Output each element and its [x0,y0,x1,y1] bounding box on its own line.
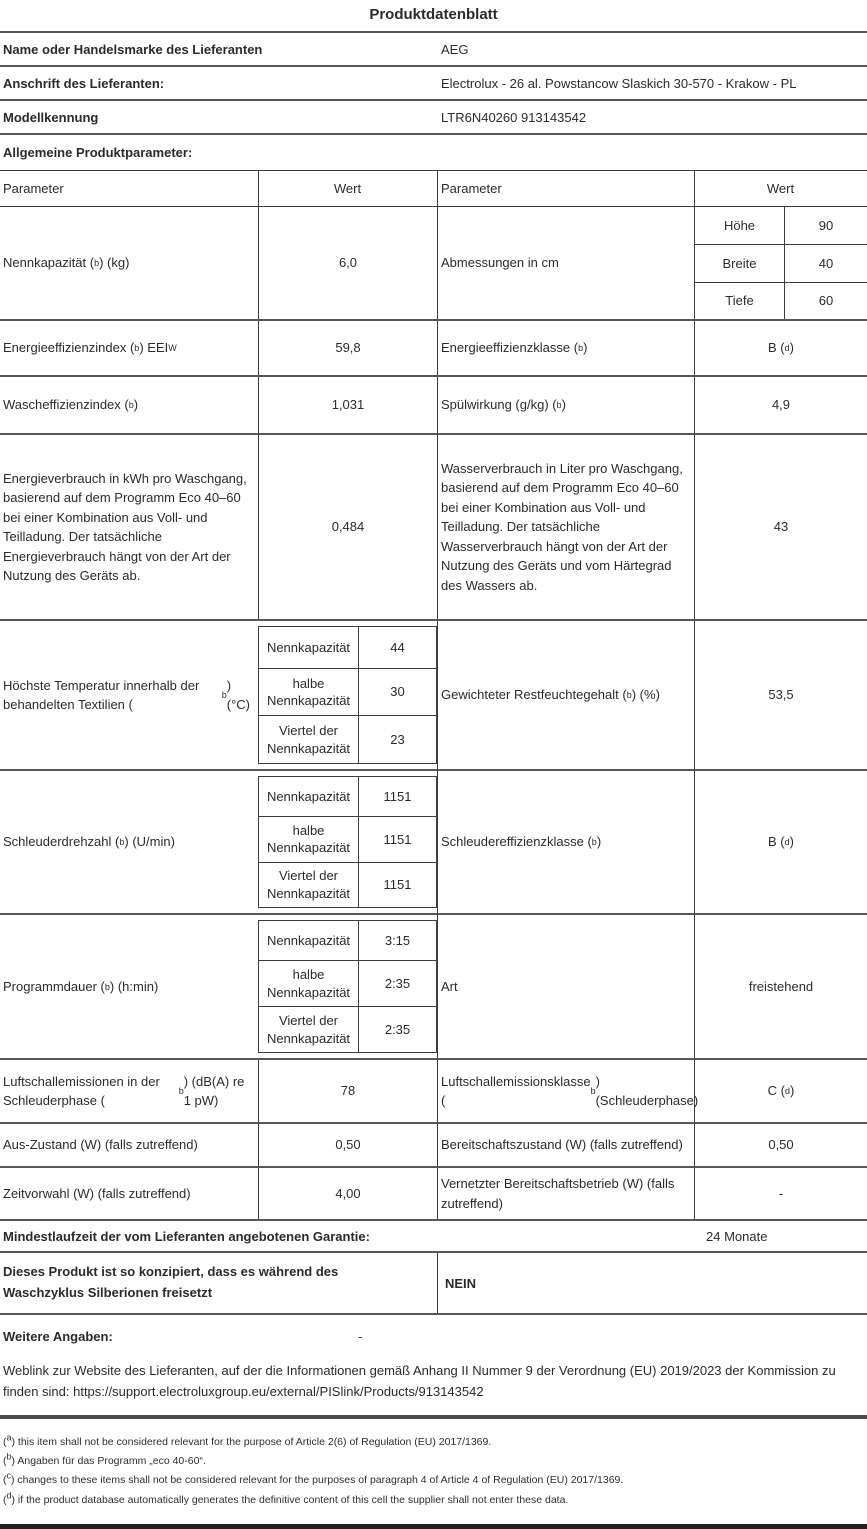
supplier-address-row [0,65,867,99]
footnote-b: ($^b$) Angaben für das Programm „eco 40-60“. [3,1451,206,1468]
param-label: Energieverbrauch in kWh pro Waschgang, basierend auf dem Programm Eco 40–60 bei einer Kombination aus Voll- und Teilladung. Der tatsächliche Energieverbrauch hängt von der Art der Nutzung des Geräts ab. [3,470,247,583]
header-parameter-left: Parameter [3,181,64,196]
param-label: Wascheffizienzindex ( b ) [3,397,139,413]
table-row [0,375,867,433]
param-label: Luftschallemissionsklasse ( b ) (Schleuderphase) [437,1060,694,1122]
subtable-value: 1151 [358,862,436,907]
dimension-value: 40 [784,244,867,281]
footnote-c: ($^c$) changes to these items shall not be considered relevant for the purposes of paragraph 4 of Article 4 of Regulation (EU) 2017/1369. [3,1470,624,1487]
section-heading: Allgemeine Produktparameter: [0,133,867,170]
param-value: 59,8 [258,321,437,375]
param-label: Energieeffizienzindex ( b ) EEI W [3,340,177,356]
model-label: Modellkennung [3,109,99,125]
capacity-subtable-wrap [258,621,437,769]
table-row [0,769,867,913]
subtable-value: 2:35 [358,960,436,1006]
subtable-value: 1151 [358,777,436,816]
warranty-row [0,1221,867,1253]
capacity-subtable [258,626,437,764]
subtable-value: 1151 [358,816,436,861]
param-value: B ( d ) [694,321,867,375]
param-label: Gewichteter Restfeuchtegehalt ( b ) (%) [437,621,694,769]
subtable-value: 3:15 [358,921,436,960]
further-info-label: Weitere Angaben: [3,1328,113,1344]
table-row [0,1166,867,1219]
header-wert-right: Wert [694,171,867,206]
param-value: 1,031 [258,377,437,433]
param-value: 4,00 [258,1168,437,1219]
subtable-value: 23 [358,715,436,763]
supplier-address-value: Electrolux - 26 al. Powstancow Slaskich 30-570 - Krakow - PL [441,75,797,91]
header-parameter-right: Parameter [437,171,694,206]
param-value: 78 [258,1060,437,1122]
supplier-name-row [0,31,867,65]
bottom-rule [0,1524,867,1529]
subtable-label: Viertel der Nennkapazität [259,862,358,907]
param-label: Luftschallemissionen in der Schleuderphase ( b ) (dB(A) re 1 pW) [3,1073,245,1108]
table-row [0,433,867,619]
param-value: 0,50 [694,1124,867,1166]
table-row [0,207,867,319]
subtable-label: halbe Nennkapazität [259,960,358,1006]
table-row [0,319,867,375]
footnote-d: ($^d$) if the product database automatically generates the definitive content of this cell the supplier shall not enter these data. [3,1490,569,1506]
dimensions-subtable [694,207,867,319]
footnote-a: ($^a$) this item shall not be considered relevant for the purpose of Article 2(6) of Regulation (EU) 2017/1369. [3,1432,492,1448]
subtable-label: Nennkapazität [266,932,351,948]
capacity-subtable [258,776,437,908]
table-row [0,1058,867,1122]
param-value: - [694,1168,867,1219]
param-value: 0,50 [258,1124,437,1166]
param-value: 43 [694,435,867,619]
model-value: LTR6N40260 913143542 [441,109,587,125]
table-header-row [0,171,867,207]
param-label: Bereitschaftszustand (W) (falls zutreffend) [437,1124,694,1166]
param-label: Energieeffizienzklasse ( b ) [437,321,694,375]
footnotes [0,1419,867,1521]
dimension-label: Tiefe [695,282,784,319]
capacity-subtable-wrap [258,915,437,1058]
subtable-label: Viertel der Nennkapazität [259,1006,358,1052]
param-label: Art [437,915,694,1058]
document-title: Produktdatenblatt [369,6,498,23]
param-label: Wasserverbrauch in Liter pro Waschgang, basierend auf dem Programm Eco 40–60 bei einer Kombination aus Voll- und Teilladung. Der tatsächliche Wasserverbrauch hängt von der Art der Nutzung des Geräts und vom Härtegrad des Wassers ab. [437,435,694,619]
subtable-value: 2:35 [358,1006,436,1052]
param-label: Vernetzter Bereitschaftsbetrieb (W) (falls zutreffend) [437,1168,694,1219]
subtable-value: 30 [358,668,436,716]
supplier-name-label: Name oder Handelsmarke des Lieferanten [3,41,263,57]
param-label: Höchste Temperatur innerhalb der behandelten Textilien ( b ) (°C) [3,677,251,712]
table-row [0,1122,867,1166]
param-value: C ( d ) [694,1060,867,1122]
param-label: Nennkapazität ( b ) (kg) [3,255,130,271]
silver-ions-row [0,1253,867,1315]
param-value: freistehend [694,915,867,1058]
param-label: Programmdauer ( b ) (h:min) [3,978,159,994]
param-label: Schleuderdrehzahl ( b ) (U/min) [3,834,175,850]
parameters-table [0,170,867,1221]
table-row [0,913,867,1058]
header-wert-left: Wert [258,171,437,206]
silver-ions-value: NEIN [437,1253,867,1313]
capacity-subtable-wrap [258,771,437,913]
subtable-label: Nennkapazität [266,639,351,655]
model-row [0,99,867,133]
supplier-weblink-text: Weblink zur Website des Lieferanten, auf der die Informationen gemäß Anhang II Nummer 9 der Verordnung (EU) 2019/2023 der Kommission zu finden sind: https://support.electroluxgroup.eu/external/PISlink/Products/913143542 [3,1363,836,1399]
table-row [0,619,867,769]
param-value: 4,9 [694,377,867,433]
dimension-value: 90 [784,207,867,244]
param-label: Spülwirkung (g/kg) ( b ) [437,377,694,433]
dimension-value: 60 [784,282,867,319]
subtable-label: halbe Nennkapazität [259,816,358,861]
param-label: Zeitvorwahl (W) (falls zutreffend) [3,1185,191,1201]
supplier-name-value: AEG [441,41,469,57]
subtable-value: 44 [358,627,436,668]
silver-ions-label: Dieses Produkt ist so konzipiert, dass es während des Waschzyklus Silberionen freisetzt [3,1264,339,1300]
dimension-label: Breite [695,244,784,281]
warranty-label: Mindestlaufzeit der vom Lieferanten angebotenen Garantie: [3,1228,370,1244]
supplier-address-label: Anschrift des Lieferanten: [3,75,165,91]
param-value: 6,0 [258,207,437,319]
subtable-label: Viertel der Nennkapazität [259,715,358,763]
param-value: 53,5 [694,621,867,769]
subtable-label: Nennkapazität [266,788,351,804]
dimension-label: Höhe [723,218,756,234]
further-info-row [0,1315,867,1357]
param-value: B ( d ) [694,771,867,913]
further-info-value: - [358,1328,363,1344]
param-value: 0,484 [258,435,437,619]
param-label: Schleudereffizienzklasse ( b ) [437,771,694,913]
param-label: Aus-Zustand (W) (falls zutreffend) [3,1137,198,1153]
capacity-subtable [258,920,437,1053]
param-label: Abmessungen in cm [437,207,694,319]
warranty-value: 24 Monate [706,1228,768,1244]
subtable-label: halbe Nennkapazität [259,668,358,716]
